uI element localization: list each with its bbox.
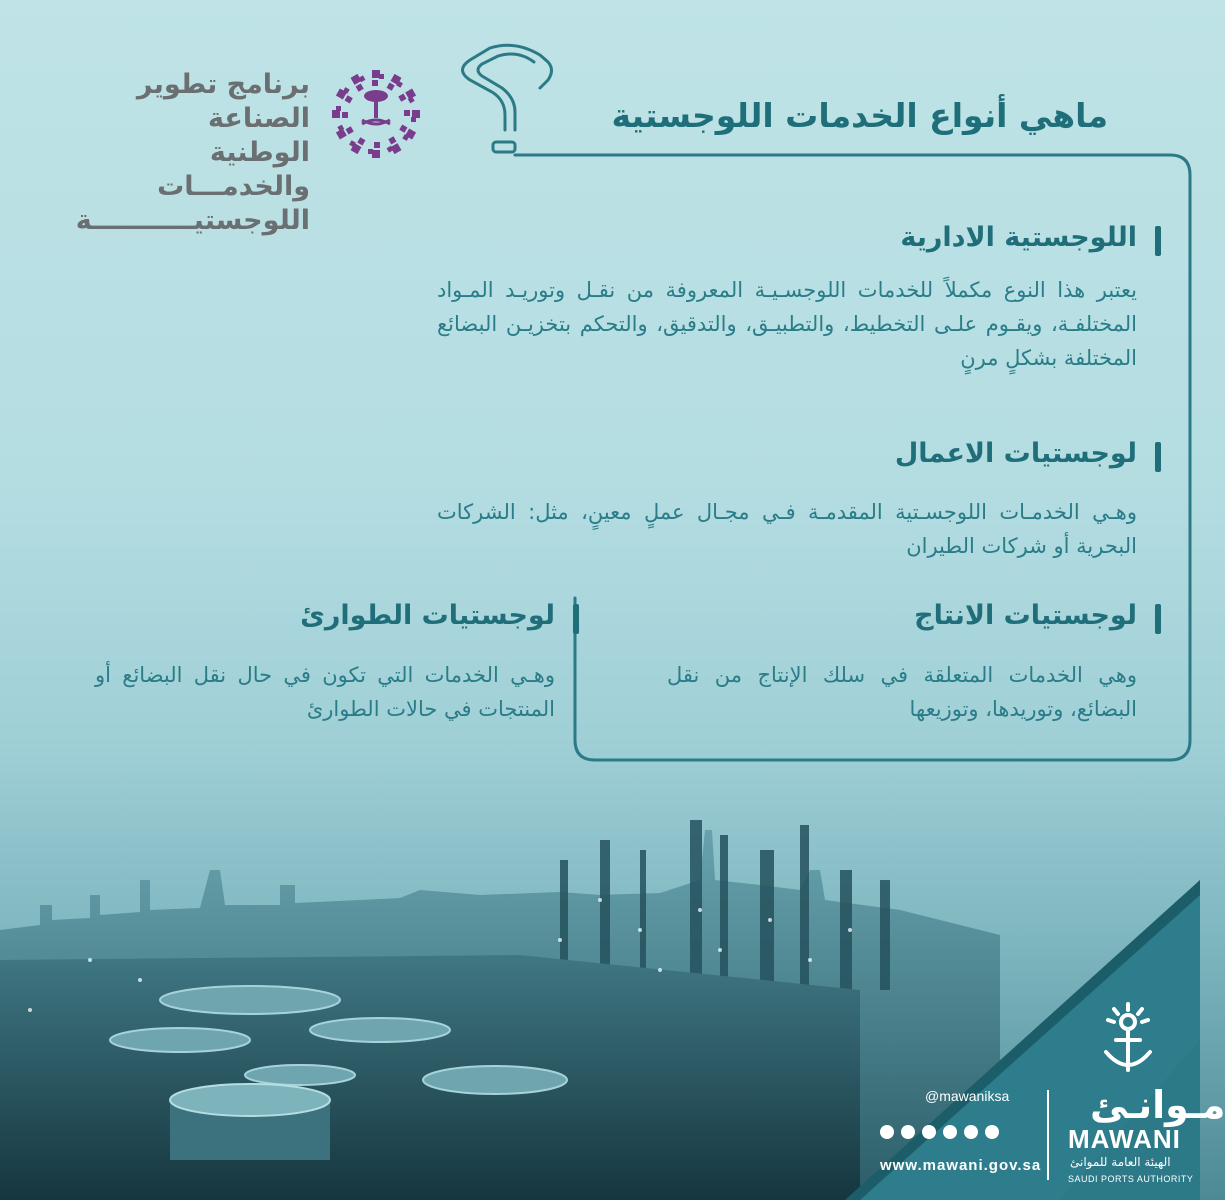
- section-body-business: وهـي الخدمـات اللوجسـتية المقدمـة فـي مجـال عملٍ معينٍ، مثل: الشركات البحرية أو شركات الطيران: [437, 500, 1137, 558]
- section-marker: [573, 604, 579, 634]
- section-heading-admin: اللوجستية الادارية: [900, 222, 1137, 253]
- brand-name-arabic: مـوانـئ: [1090, 1083, 1225, 1127]
- program-line-2: الوطنية والخدمـــات: [157, 137, 310, 202]
- linkedin-icon[interactable]: [964, 1125, 978, 1139]
- section-body-production: وهي الخدمات المتعلقة في سلك الإنتاج من نقل البضائع، وتوريدها، وتوزيعها: [667, 663, 1137, 721]
- page-title: ماهي أنواع الخدمات اللوجستية: [611, 96, 1108, 135]
- website-link[interactable]: www.mawani.gov.sa: [880, 1157, 1042, 1174]
- authority-name-english: SAUDI PORTS AUTHORITY: [1068, 1174, 1194, 1184]
- social-icons: [880, 1125, 999, 1139]
- social-handle[interactable]: @mawaniksa: [925, 1088, 1010, 1104]
- youtube-icon[interactable]: [985, 1125, 999, 1139]
- instagram-icon[interactable]: [901, 1125, 915, 1139]
- mawani-anchor-logo-icon: [1088, 1000, 1168, 1080]
- footer-divider: [1047, 1090, 1049, 1180]
- section-heading-business: لوجستيات الاعمال: [894, 438, 1137, 469]
- section-heading-emergency: لوجستيات الطوارئ: [300, 600, 555, 631]
- brand-name-english: MAWANI: [1068, 1124, 1181, 1154]
- section-marker: [1155, 226, 1161, 256]
- section-body-emergency: وهـي الخدمات التي تكون في حال نقل البضائع أو المنتجات في حالات الطوارئ: [95, 663, 555, 721]
- snapchat-icon[interactable]: [880, 1125, 894, 1139]
- section-body-admin: يعتبر هذا النوع مكملاً للخدمات اللوجسـيـة المعروفة من نقـل وتوريـد المـواد المختلفـة، ويقـوم علـى التخطيط، والتطبيـق، والتدقيق، والتحكم بتخزيـن البضائع المختلفة بشكلٍ مرنٍ: [437, 278, 1137, 370]
- twitter-icon[interactable]: [922, 1125, 936, 1139]
- section-marker: [1155, 442, 1161, 472]
- program-line-3: اللوجستيـــــــــــة: [75, 205, 310, 236]
- facebook-icon[interactable]: [943, 1125, 957, 1139]
- authority-name-arabic: الهيئة العامة للموانئ: [1070, 1155, 1171, 1169]
- section-marker: [1155, 604, 1161, 634]
- section-heading-production: لوجستيات الانتاج: [914, 600, 1137, 631]
- program-line-1: برنامج تطوير الصناعة: [136, 69, 310, 134]
